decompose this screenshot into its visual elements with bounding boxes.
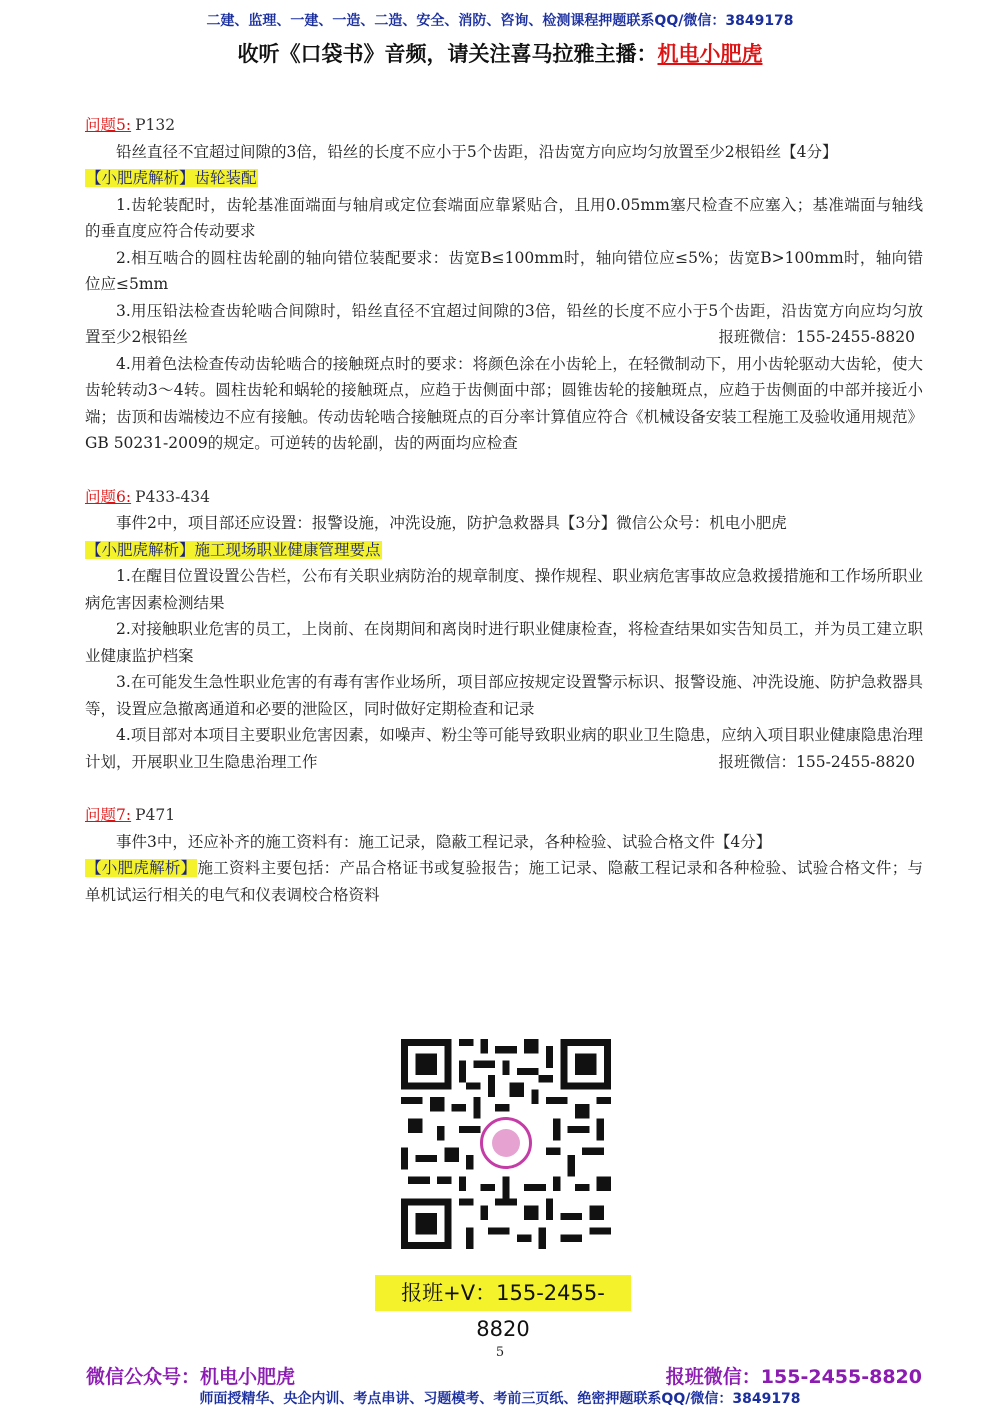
analysis-item [85, 298, 923, 351]
anchor-name-link[interactable]: 机电小肥虎 [657, 42, 763, 66]
question-heading [85, 802, 923, 829]
enroll-wechat-note: 报班微信：155-2455-8820 [718, 328, 915, 346]
page-number: 5 [495, 1345, 505, 1360]
analysis-item: 3.在可能发生急性职业危害的有毒有害作业场所，项目部应按规定设置警示标识、报警设施、冲洗设施、防护急救器具等，设置应急撤离通道和必要的泄险区，同时做好定期检查和记录 [85, 673, 923, 718]
header-banner: 二建、监理、一建、一造、二造、安全、消防、咨询、检测课程押题联系QQ/微信：3849178 [206, 13, 794, 29]
analysis-tag: 【小肥虎解析】施工现场职业健康管理要点 [86, 540, 381, 559]
header-subtitle [0, 38, 1000, 68]
question-answer: 铅丝直径不宜超过间隙的3倍，铅丝的长度不应小于5个齿距，沿齿宽方向应均匀放置至少2根铅丝【4分】 [116, 142, 838, 161]
footer-promo-line: 师面授精华、央企内训、考点串讲、习题模考、考前三页纸、绝密押题联系QQ/微信：3849178 [199, 1391, 801, 1407]
question-page-ref: P433-434 [135, 487, 210, 506]
analysis-heading [85, 165, 923, 192]
wechat-account-note: 微信公众号：机电小肥虎 [616, 514, 787, 532]
analysis-item: 2.对接触职业危害的员工，上岗前、在岗期间和离岗时进行职业健康检查，将检查结果如实告知员工，并为员工建立职业健康监护档案 [85, 620, 923, 665]
enroll-wechat-note: 报班微信：155-2455-8820 [718, 752, 915, 771]
analysis-item: 4.用着色法检查传动齿轮啮合的接触斑点时的要求：将颜色涂在小齿轮上，在轻微制动下，用小齿轮驱动大齿轮，使大齿轮转动3～4转。圆柱齿轮和蜗轮的接触斑点，应趋于齿侧面中部；圆锥齿轮的接触斑点，应趋于齿侧面的中部并接近小端；齿顶和齿端棱边不应有接触。传动齿轮啮合接触斑点的百分率计算值应符合《机械设备安装工程施工及验收通用规范》GB 50231-2009的规定。可逆转的齿轮副，齿的两面均应检查 [85, 354, 923, 452]
document-body [85, 112, 923, 908]
question-7 [85, 802, 923, 908]
question-heading [85, 484, 923, 511]
question-page-ref: P132 [135, 116, 176, 134]
analysis-item: 1.在醒目位置设置公告栏，公布有关职业病防治的规章制度、操作规程、职业病危害事故应急救援措施和工作场所职业病危害因素检测结果 [85, 567, 923, 612]
question-page-ref: P471 [135, 806, 176, 824]
analysis-heading [85, 537, 923, 564]
question-5 [85, 112, 923, 457]
analysis-item: 2.相互啮合的圆柱齿轮副的轴向错位装配要求：齿宽B≤100mm时，轴向错位应≤5%；齿宽B>100mm时，轴向错位应≤5mm [85, 248, 923, 293]
question-answer [85, 510, 923, 537]
question-answer: 事件3中，还应补齐的施工资料有：施工记录，隐蔽工程记录，各种检验、试验合格文件【4分】 [116, 832, 772, 851]
qr-logo-badge [480, 1117, 532, 1169]
question-label: 问题6: [85, 487, 132, 506]
tiger-mascot-icon [492, 1129, 520, 1157]
analysis-paragraph [85, 855, 923, 908]
analysis-item-text: 4.项目部对本项目主要职业危害因素，如噪声、粉尘等可能导致职业病的职业卫生隐患，应纳入项目职业健康隐患治理计划，开展职业卫生隐患治理工作 [85, 726, 923, 771]
subtitle-prefix: 收听《口袋书》音频，请关注喜马拉雅主播： [237, 42, 658, 66]
question-6 [85, 484, 923, 776]
enroll-contact-banner: 报班+V：155-2455-8820 [375, 1275, 631, 1311]
analysis-tag: 【小肥虎解析】齿轮装配 [86, 169, 257, 187]
question-label: 问题7: [85, 806, 132, 824]
analysis-tag: 【小肥虎解析】 [86, 859, 197, 877]
question-label: 问题5: [85, 116, 132, 134]
footer-wechat-account: 微信公众号：机电小肥虎 [86, 1366, 296, 1388]
question-heading [85, 112, 923, 139]
analysis-item-text: 3.用压铅法检查齿轮啮合间隙时，铅丝直径不宜超过间隙的3倍，铅丝的长度不应小于5个齿距，沿齿宽方向应均匀放置至少2根铅丝 [85, 301, 923, 346]
answer-text: 事件2中，项目部还应设置：报警设施，冲洗设施，防护急救器具【3分】 [116, 514, 617, 532]
analysis-inline-text: 施工资料主要包括：产品合格证书或复验报告；施工记录、隐蔽工程记录和各种检验、试验合格文件；与单机试运行相关的电气和仪表调校合格资料 [85, 859, 923, 904]
footer-enroll-wechat: 报班微信：155-2455-8820 [665, 1366, 922, 1388]
analysis-item [85, 722, 923, 775]
analysis-item: 1.齿轮装配时，齿轮基准面端面与轴肩或定位套端面应靠紧贴合，且用0.05mm塞尺检查不应塞入；基准端面与轴线的垂直度应符合传动要求 [85, 195, 923, 240]
